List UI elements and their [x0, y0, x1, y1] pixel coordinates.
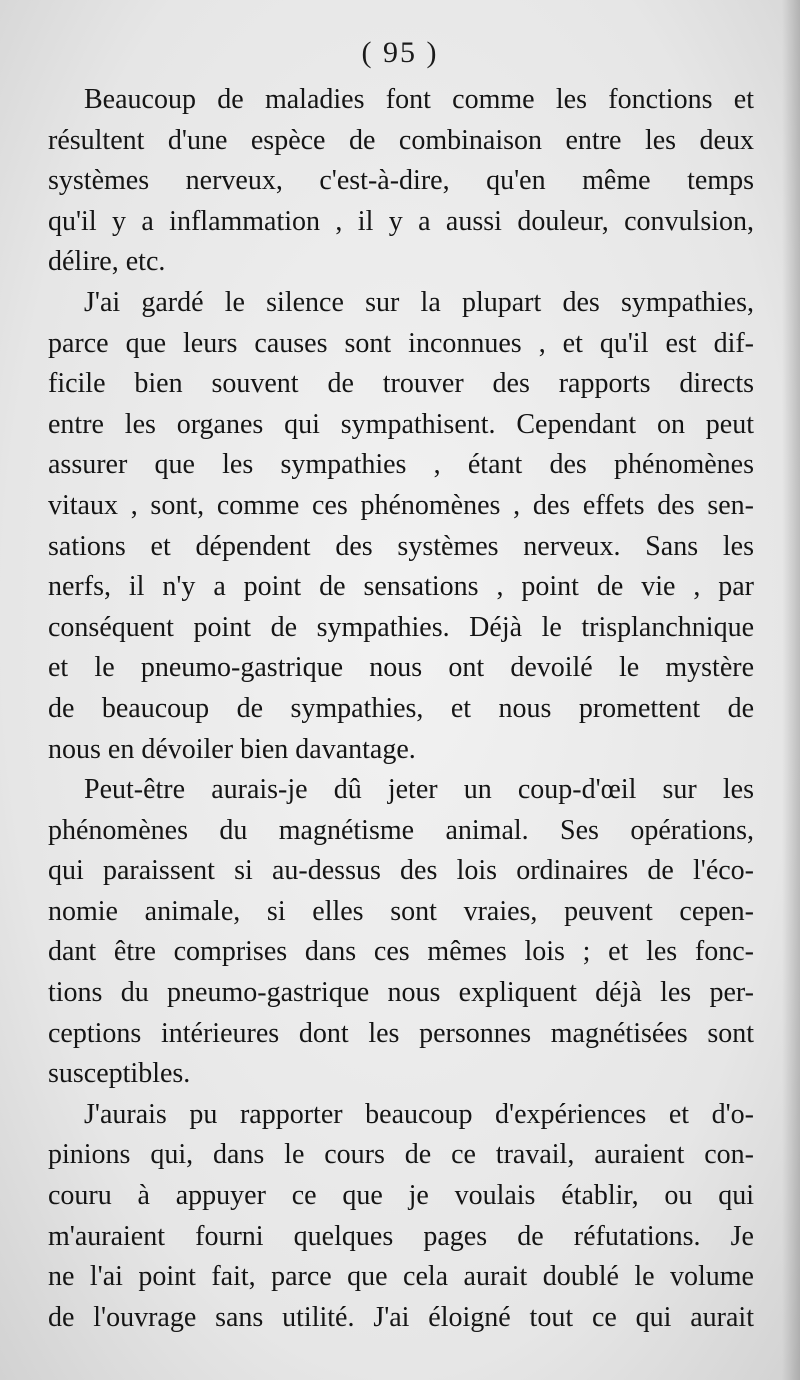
text-line: Peut-être aurais-je dû jeter un coup-d'œil sur les [84, 774, 754, 806]
text-line: nerfs, il n'y a point de sensations , point de vie , par [48, 571, 754, 603]
paragraph-4 [48, 1095, 754, 1339]
text-line: couru à appuyer ce que je voulais établir, ou qui [48, 1180, 754, 1212]
text-line: vitaux , sont, comme ces phénomènes , des effets des sen- [48, 489, 754, 521]
text-line: pinions qui, dans le cours de ce travail, auraient con- [48, 1139, 754, 1171]
paragraph-1 [48, 80, 754, 283]
text-line: nous en dévoiler bien davantage. [48, 733, 416, 765]
page-number: ( 95 ) [361, 36, 439, 69]
text-line: ne l'ai point fait, parce que cela aurait doublé le volume [48, 1261, 754, 1293]
text-line: ceptions intérieures dont les personnes magnétisées sont [48, 1017, 754, 1049]
text-line: entre les organes qui sympathisent. Cependant on peut [48, 408, 754, 440]
text-line: J'ai gardé le silence sur la plupart des sympathies, [84, 286, 754, 318]
text-line: dant être comprises dans ces mêmes lois ; et les fonc- [48, 936, 754, 968]
text-line: de l'ouvrage sans utilité. J'ai éloigné tout ce qui aurait [48, 1301, 754, 1333]
text-line: ficile bien souvent de trouver des rapports directs [48, 368, 754, 400]
body-text [48, 80, 754, 1338]
text-line: nomie animale, si elles sont vraies, peuvent cepen- [48, 895, 754, 927]
text-line: m'auraient fourni quelques pages de réfutations. Je [48, 1220, 754, 1252]
paragraph-2 [48, 283, 754, 770]
text-line: conséquent point de sympathies. Déjà le trisplanchnique [48, 611, 754, 643]
text-line: qui paraissent si au-dessus des lois ordinaires de l'éco- [48, 855, 754, 887]
paragraph-3 [48, 770, 754, 1095]
text-line: sations et dépendent des systèmes nerveux. Sans les [48, 530, 754, 562]
text-line: parce que leurs causes sont inconnues , et qu'il est dif- [48, 327, 754, 359]
text-line: systèmes nerveux, c'est-à-dire, qu'en même temps [48, 165, 754, 197]
text-line: tions du pneumo-gastrique nous expliquent déjà les per- [48, 977, 754, 1009]
text-line: et le pneumo-gastrique nous ont devoilé le mystère [48, 652, 754, 684]
text-line: phénomènes du magnétisme animal. Ses opérations, [48, 814, 754, 846]
text-line: qu'il y a inflammation , il y a aussi douleur, convulsion, [48, 205, 754, 237]
text-line: résultent d'une espèce de combinaison entre les deux [48, 124, 754, 156]
text-line: susceptibles. [48, 1058, 191, 1090]
text-line: assurer que les sympathies , étant des phénomènes [48, 449, 754, 481]
text-line: de beaucoup de sympathies, et nous promettent de [48, 692, 754, 724]
text-line: Beaucoup de maladies font comme les fonctions et [84, 84, 754, 115]
text-line: délire, etc. [48, 246, 166, 278]
text-line: J'aurais pu rapporter beaucoup d'expériences et d'o- [84, 1098, 754, 1130]
